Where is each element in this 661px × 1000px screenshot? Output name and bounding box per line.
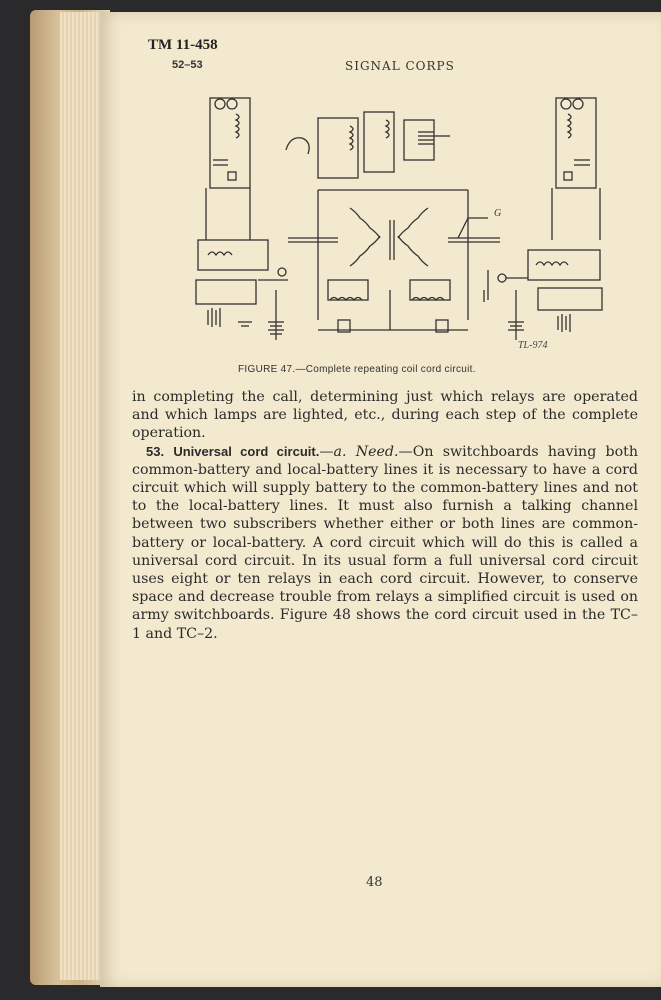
ground-mark-g: G — [494, 208, 502, 219]
operator-set — [286, 112, 450, 178]
paragraph-continued: in completing the call, determining just which relays are operated and which lamps are lighted, etc., during each step of the complete operation. — [132, 389, 638, 442]
left-telephone-set — [196, 98, 288, 327]
section-53-paragraph — [132, 443, 638, 643]
figure-caption: FIGURE 47.—Complete repeating coil cord circuit. — [238, 364, 476, 375]
running-title: SIGNAL CORPS — [345, 59, 455, 73]
subsection-title: Need. — [355, 443, 399, 460]
figure-label: TL-974 — [518, 340, 548, 351]
section-title: Universal cord circuit. — [173, 443, 320, 459]
section-53-text: —On switchboards having both common-battery and local-battery lines it is necessary to have a cord circuit which will supply battery to the common-battery lines and not to the local-battery lines. It must also furnish a talking channel between two subscribers whether either or both lines are common-battery or local-battery. A cord circuit which will do this is called a universal cord circuit. In its usual form a full universal cord circuit uses eight or ten relays in each cord circuit. However, to conserve space and decrease trouble from relays a simplified circuit is used on army switchboards. Figure 48 shows the cord circuit used in the TC–1 and TC–2. — [132, 443, 638, 642]
left-battery — [268, 290, 284, 340]
body-text — [132, 388, 638, 643]
right-telephone-set — [498, 98, 602, 332]
section-range: 52–53 — [172, 59, 203, 71]
page-number: 48 — [366, 875, 383, 890]
book-page — [100, 12, 661, 987]
manual-number: TM 11-458 — [148, 37, 218, 53]
circuit-diagram — [178, 90, 618, 370]
section-number: 53. — [146, 443, 165, 459]
relays-and-lamps — [318, 270, 488, 332]
subsection-letter: —a. — [319, 443, 347, 460]
right-battery — [508, 290, 524, 340]
